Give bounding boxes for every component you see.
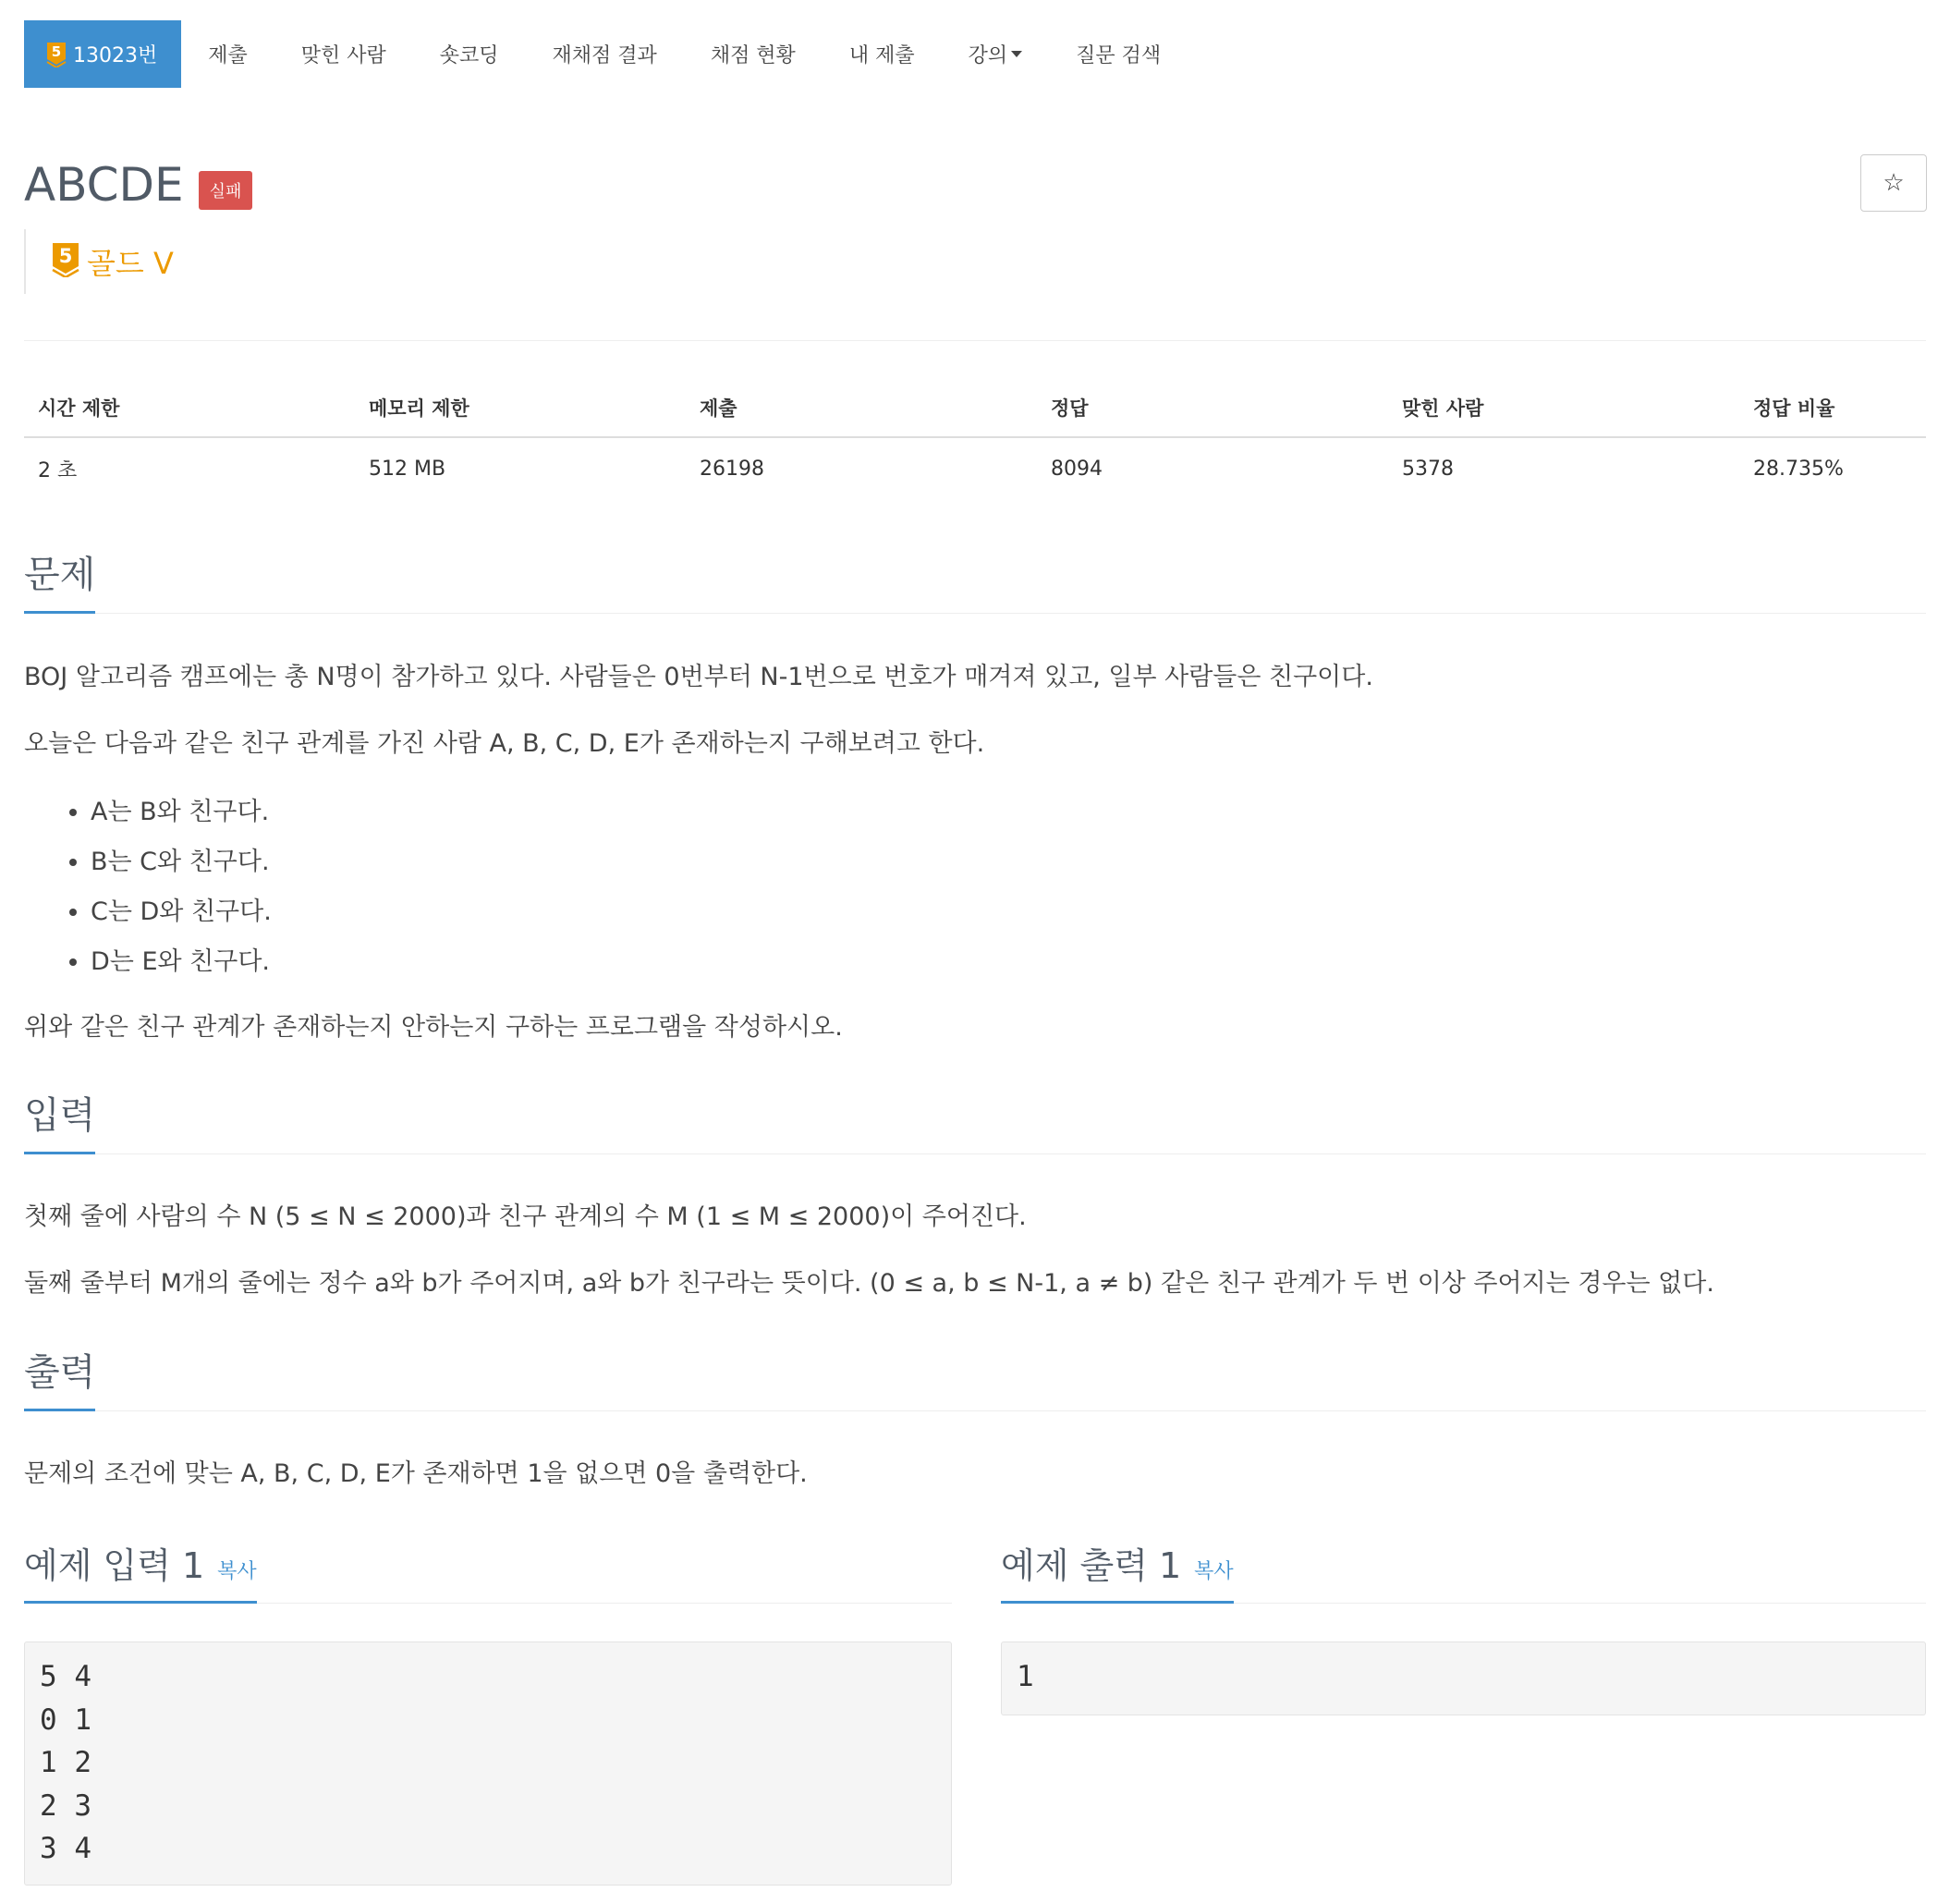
header-memory-limit: 메모리 제한: [355, 379, 686, 437]
tier-label: 골드 V: [87, 246, 174, 281]
description-section-header: [24, 545, 1926, 614]
output-heading: 출력: [24, 1343, 95, 1411]
sample-output-heading-group: [1001, 1537, 1234, 1604]
solved-users-value: 5378: [1402, 458, 1454, 481]
sample-input-heading-group: [24, 1537, 257, 1604]
svg-text:5: 5: [51, 43, 62, 60]
caret-down-icon: [1011, 51, 1022, 57]
tab-solved-users[interactable]: 맞힌 사람: [300, 44, 386, 67]
input-paragraph: 첫째 줄에 사람의 수 N (5 ≤ N ≤ 2000)과 친구 관계의 수 M (1 ≤ M ≤ 2000)이 주어진다.: [24, 1202, 1027, 1231]
lectures-label: 강의: [968, 44, 1008, 67]
result-badge: 실패: [199, 171, 253, 210]
tab-my-submissions[interactable]: 내 제출: [848, 44, 915, 67]
copy-sample-output-link[interactable]: 복사: [1194, 1560, 1234, 1583]
tab-lectures-dropdown[interactable]: [942, 20, 1050, 88]
favorite-star-button[interactable]: [1860, 154, 1927, 212]
description-paragraph: 오늘은 다음과 같은 친구 관계를 가진 사람 A, B, C, D, E가 존재하는지 구해보려고 한다.: [24, 729, 985, 758]
gold-tier-icon: [46, 42, 67, 67]
copy-sample-input-link[interactable]: 복사: [217, 1560, 257, 1583]
header-accept-ratio: 정답 비율: [1739, 379, 1926, 437]
tab-status[interactable]: 채점 현황: [710, 44, 796, 67]
tab-submit[interactable]: 제출: [208, 44, 248, 67]
title-row: [24, 157, 252, 213]
input-heading: 입력: [24, 1086, 95, 1154]
problem-title: ABCDE: [24, 158, 184, 212]
header-accepted: 정답: [1037, 379, 1388, 437]
output-paragraph: 문제의 조건에 맞는 A, B, C, D, E가 존재하면 1을 없으면 0을 출력한다.: [24, 1459, 808, 1488]
tab-problem-number[interactable]: [24, 20, 181, 88]
tab-rejudge-results[interactable]: 재채점 결과: [552, 44, 657, 67]
header-submissions: 제출: [686, 379, 1037, 437]
relation-list: [24, 787, 272, 987]
input-section-header: [24, 1086, 1926, 1154]
memory-limit-value: 512 MB: [369, 458, 446, 481]
sample-output-header: [1001, 1537, 1926, 1604]
accepted-value: 8094: [1051, 458, 1103, 481]
star-icon: ☆: [1883, 169, 1905, 197]
accept-ratio-value: 28.735%: [1753, 458, 1844, 481]
list-item: • D는 E와 친구다.: [91, 937, 272, 987]
description-heading: 문제: [24, 545, 95, 614]
tab-short-coding[interactable]: 숏코딩: [439, 44, 499, 67]
sample-input-header: [24, 1537, 952, 1604]
list-item: • C는 D와 친구다.: [91, 887, 272, 937]
divider: [24, 340, 1926, 341]
tab-question-search[interactable]: 질문 검색: [1076, 44, 1162, 67]
sample-input-heading: 예제 입력 1: [24, 1545, 205, 1586]
list-item: • B는 C와 친구다.: [91, 837, 272, 887]
header-time-limit: 시간 제한: [24, 379, 355, 437]
gold-tier-icon: [52, 242, 79, 281]
header-solved-users: 맞힌 사람: [1388, 379, 1739, 437]
output-section-header: [24, 1343, 1926, 1411]
list-item: • A는 B와 친구다.: [91, 787, 272, 837]
time-limit-value: 2 초: [38, 459, 78, 482]
sample-input-box[interactable]: 5 4 0 1 1 2 2 3 3 4: [24, 1642, 952, 1886]
tier-info: [24, 229, 174, 294]
submissions-value: 26198: [700, 458, 764, 481]
sample-output-box[interactable]: 1: [1001, 1642, 1926, 1715]
problem-number-label: 13023번: [73, 44, 158, 67]
problem-info-table: [24, 379, 1926, 500]
input-paragraph: 둘째 줄부터 M개의 줄에는 정수 a와 b가 주어지며, a와 b가 친구라는 뜻이다. (0 ≤ a, b ≤ N-1, a ≠ b) 같은 친구 관계가 두 번 이상 주어지는 경우는 없다.: [24, 1269, 1714, 1298]
table-row: [24, 437, 1926, 500]
svg-text:5: 5: [58, 245, 73, 267]
problem-menu: [24, 20, 1188, 88]
description-paragraph: 위와 같은 친구 관계가 존재하는지 안하는지 구하는 프로그램을 작성하시오.: [24, 1013, 843, 1042]
sample-output-heading: 예제 출력 1: [1001, 1545, 1182, 1586]
description-paragraph: BOJ 알고리즘 캠프에는 총 N명이 참가하고 있다. 사람들은 0번부터 N-1번으로 번호가 매겨져 있고, 일부 사람들은 친구이다.: [24, 663, 1373, 691]
table-header-row: [24, 379, 1926, 437]
